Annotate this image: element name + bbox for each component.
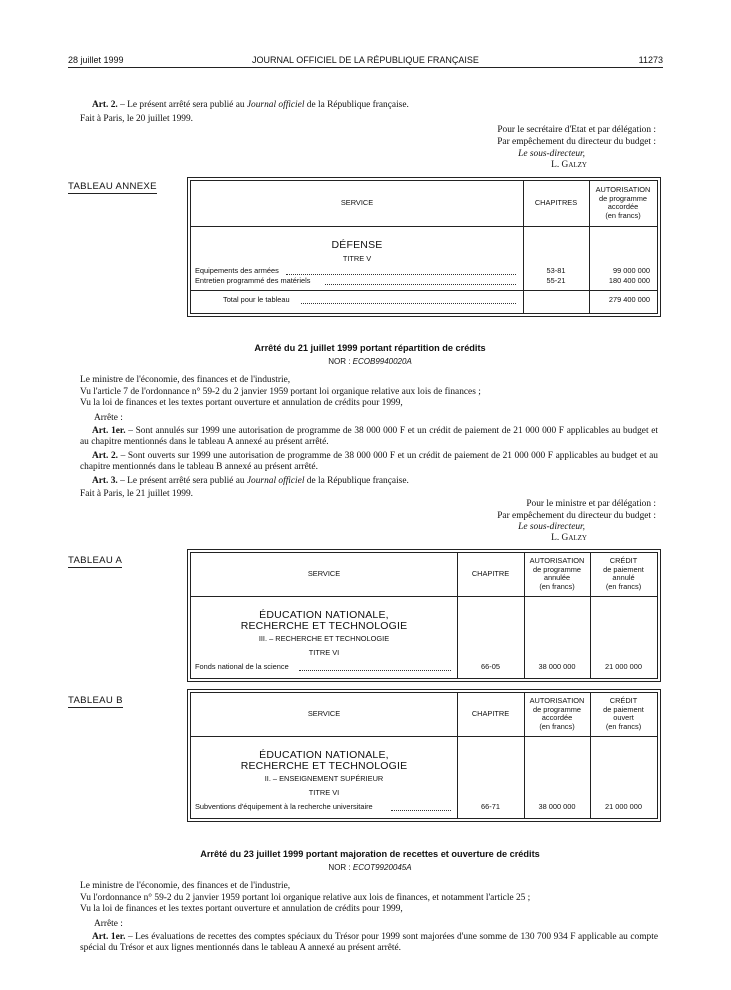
total-label: Total pour le tableau <box>223 295 290 304</box>
signature-name: L. Galzy <box>551 160 587 170</box>
table-row-label: Equipements des armées <box>195 266 279 275</box>
signature-title: Le sous-directeur, <box>518 149 585 159</box>
fait-a-paris: Fait à Paris, le 21 juillet 1999. <box>80 489 194 499</box>
nor-reference: NOR : ECOT9920045A <box>328 863 412 872</box>
col-header-service: SERVICE <box>307 569 341 578</box>
col-header-credit: CRÉDIT de paiement ouvert (en francs) <box>603 696 644 731</box>
total-amount: 279 400 000 <box>608 295 650 304</box>
signature-line-1: Pour le secrétaire d'Etat et par délégation : <box>497 125 656 135</box>
col-header-service: SERVICE <box>340 198 374 207</box>
signature-line-1: Pour le ministre et par délégation : <box>526 499 656 509</box>
col-header-chapitre: CHAPITRE <box>471 709 510 718</box>
article-label: Art. 2. <box>92 100 118 110</box>
table-row-amount: 99 000 000 <box>613 266 650 275</box>
table-row-chapitre: 53-81 <box>546 266 566 275</box>
section-defense: DÉFENSE <box>331 239 383 251</box>
tableau-b <box>190 692 658 819</box>
article-2-paragraph: Art. 2. – Sont ouverts sur 1999 une autorisation de programme de 38 000 000 F et un crédit de paiement de 21 000 000 F applicables au budget et au chapitre mentionnés dans le tableau B annexé au présent arrêté. <box>80 451 658 473</box>
col-header-autorisation: AUTORISATION de programme annulée (en francs) <box>529 556 585 591</box>
ministry-name: ÉDUCATION NATIONALE, RECHERCHE ET TECHNOLOGIE <box>240 609 408 632</box>
table-row-autorisation: 38 000 000 <box>538 662 576 671</box>
arrete-label: Arrête : <box>94 919 123 929</box>
col-header-chapitre: CHAPITRE <box>471 569 510 578</box>
section-titre: TITRE VI <box>308 648 340 657</box>
article-1-paragraph: Art. 1er. – Les évaluations de recettes des comptes spéciaux du Trésor pour 1999 sont majorées d'une somme de 130 700 934 F applicable au compte spécial du Trésor et aux lignes mentionnés dans le tableau A annexé au présent arrêté. <box>80 932 658 954</box>
visa-line-1: Le ministre de l'économie, des finances et de l'industrie, <box>80 375 291 385</box>
signature-line-2: Par empêchement du directeur du budget : <box>497 137 656 147</box>
table-row-autorisation: 38 000 000 <box>538 802 576 811</box>
header-title: JOURNAL OFFICIEL DE LA RÉPUBLIQUE FRANÇAISE <box>252 55 479 65</box>
tableau-a-label: TABLEAU A <box>68 555 122 568</box>
arrete-23-title: Arrêté du 23 juillet 1999 portant majoration de recettes et ouverture de crédits <box>200 849 540 859</box>
table-row-chapitre: 55-21 <box>546 276 566 285</box>
article-3-paragraph: Art. 3. – Le présent arrêté sera publié au Journal officiel de la République française. <box>92 476 409 486</box>
section-subtitle: II. – ENSEIGNEMENT SUPÉRIEUR <box>264 774 384 783</box>
col-header-chapitres: CHAPITRES <box>534 198 578 207</box>
visa-line-2: Vu l'article 7 de l'ordonnance n° 59-2 du 2 janvier 1959 portant loi organique relative aux lois de finances ; <box>80 387 481 397</box>
nor-reference: NOR : ECOB9940020A <box>328 357 412 366</box>
section-titre: TITRE VI <box>308 788 340 797</box>
header-rule <box>68 67 663 68</box>
signature-name: L. Galzy <box>551 533 587 543</box>
section-subtitle: III. – RECHERCHE ET TECHNOLOGIE <box>258 634 390 643</box>
table-row-credit: 21 000 000 <box>605 802 642 811</box>
section-titre: TITRE V <box>342 254 372 263</box>
tableau-annexe-label: TABLEAU ANNEXE <box>68 181 157 194</box>
col-header-service: SERVICE <box>307 709 341 718</box>
table-row-chapitre: 66-71 <box>481 802 500 811</box>
visa-line-1: Le ministre de l'économie, des finances et de l'industrie, <box>80 881 291 891</box>
tableau-annexe <box>190 180 658 314</box>
visa-line-3: Vu la loi de finances et les textes portant ouverture et annulation de crédits pour 1999, <box>80 398 403 408</box>
col-header-autorisation: AUTORISATION de programme accordée (en francs) <box>529 696 585 731</box>
arrete-21-title: Arrêté du 21 juillet 1999 portant répartition de crédits <box>254 343 486 353</box>
ministry-name: ÉDUCATION NATIONALE, RECHERCHE ET TECHNOLOGIE <box>240 749 408 772</box>
table-row-label: Subventions d'équipement à la recherche universitaire <box>195 802 373 811</box>
table-row-credit: 21 000 000 <box>605 662 642 671</box>
header-date: 28 juillet 1999 <box>68 55 124 65</box>
tableau-b-label: TABLEAU B <box>68 695 123 708</box>
header-page-number: 11273 <box>638 55 663 65</box>
fait-a-paris: Fait à Paris, le 20 juillet 1999. <box>80 114 194 124</box>
signature-line-2: Par empêchement du directeur du budget : <box>497 511 656 521</box>
table-row-label: Entretien programmé des matériels <box>195 276 311 285</box>
col-header-credit: CRÉDIT de paiement annulé (en francs) <box>603 556 644 591</box>
arrete-label: Arrête : <box>94 413 123 423</box>
article-2-paragraph: Art. 2. – Le présent arrêté sera publié au Journal officiel de la République française. <box>92 100 409 110</box>
visa-line-3: Vu la loi de finances et les textes portant ouverture et annulation de crédits pour 1999, <box>80 904 403 914</box>
col-header-autorisation: AUTORISATION de programme accordée (en francs) <box>595 185 651 220</box>
signature-title: Le sous-directeur, <box>518 522 585 532</box>
table-row-amount: 180 400 000 <box>608 276 650 285</box>
visa-line-2: Vu l'ordonnance n° 59-2 du 2 janvier 1959 portant loi organique relative aux lois de finances, et notamment l'article 25 ; <box>80 893 531 903</box>
table-row-chapitre: 66-05 <box>481 662 500 671</box>
table-row-label: Fonds national de la science <box>195 662 289 671</box>
tableau-a <box>190 552 658 679</box>
article-1-paragraph: Art. 1er. – Sont annulés sur 1999 une autorisation de programme de 38 000 000 F et un crédit de paiement de 21 000 000 F applicables au budget et au chapitre mentionnés dans le tableau A annexé au présent arrêté. <box>80 426 658 448</box>
